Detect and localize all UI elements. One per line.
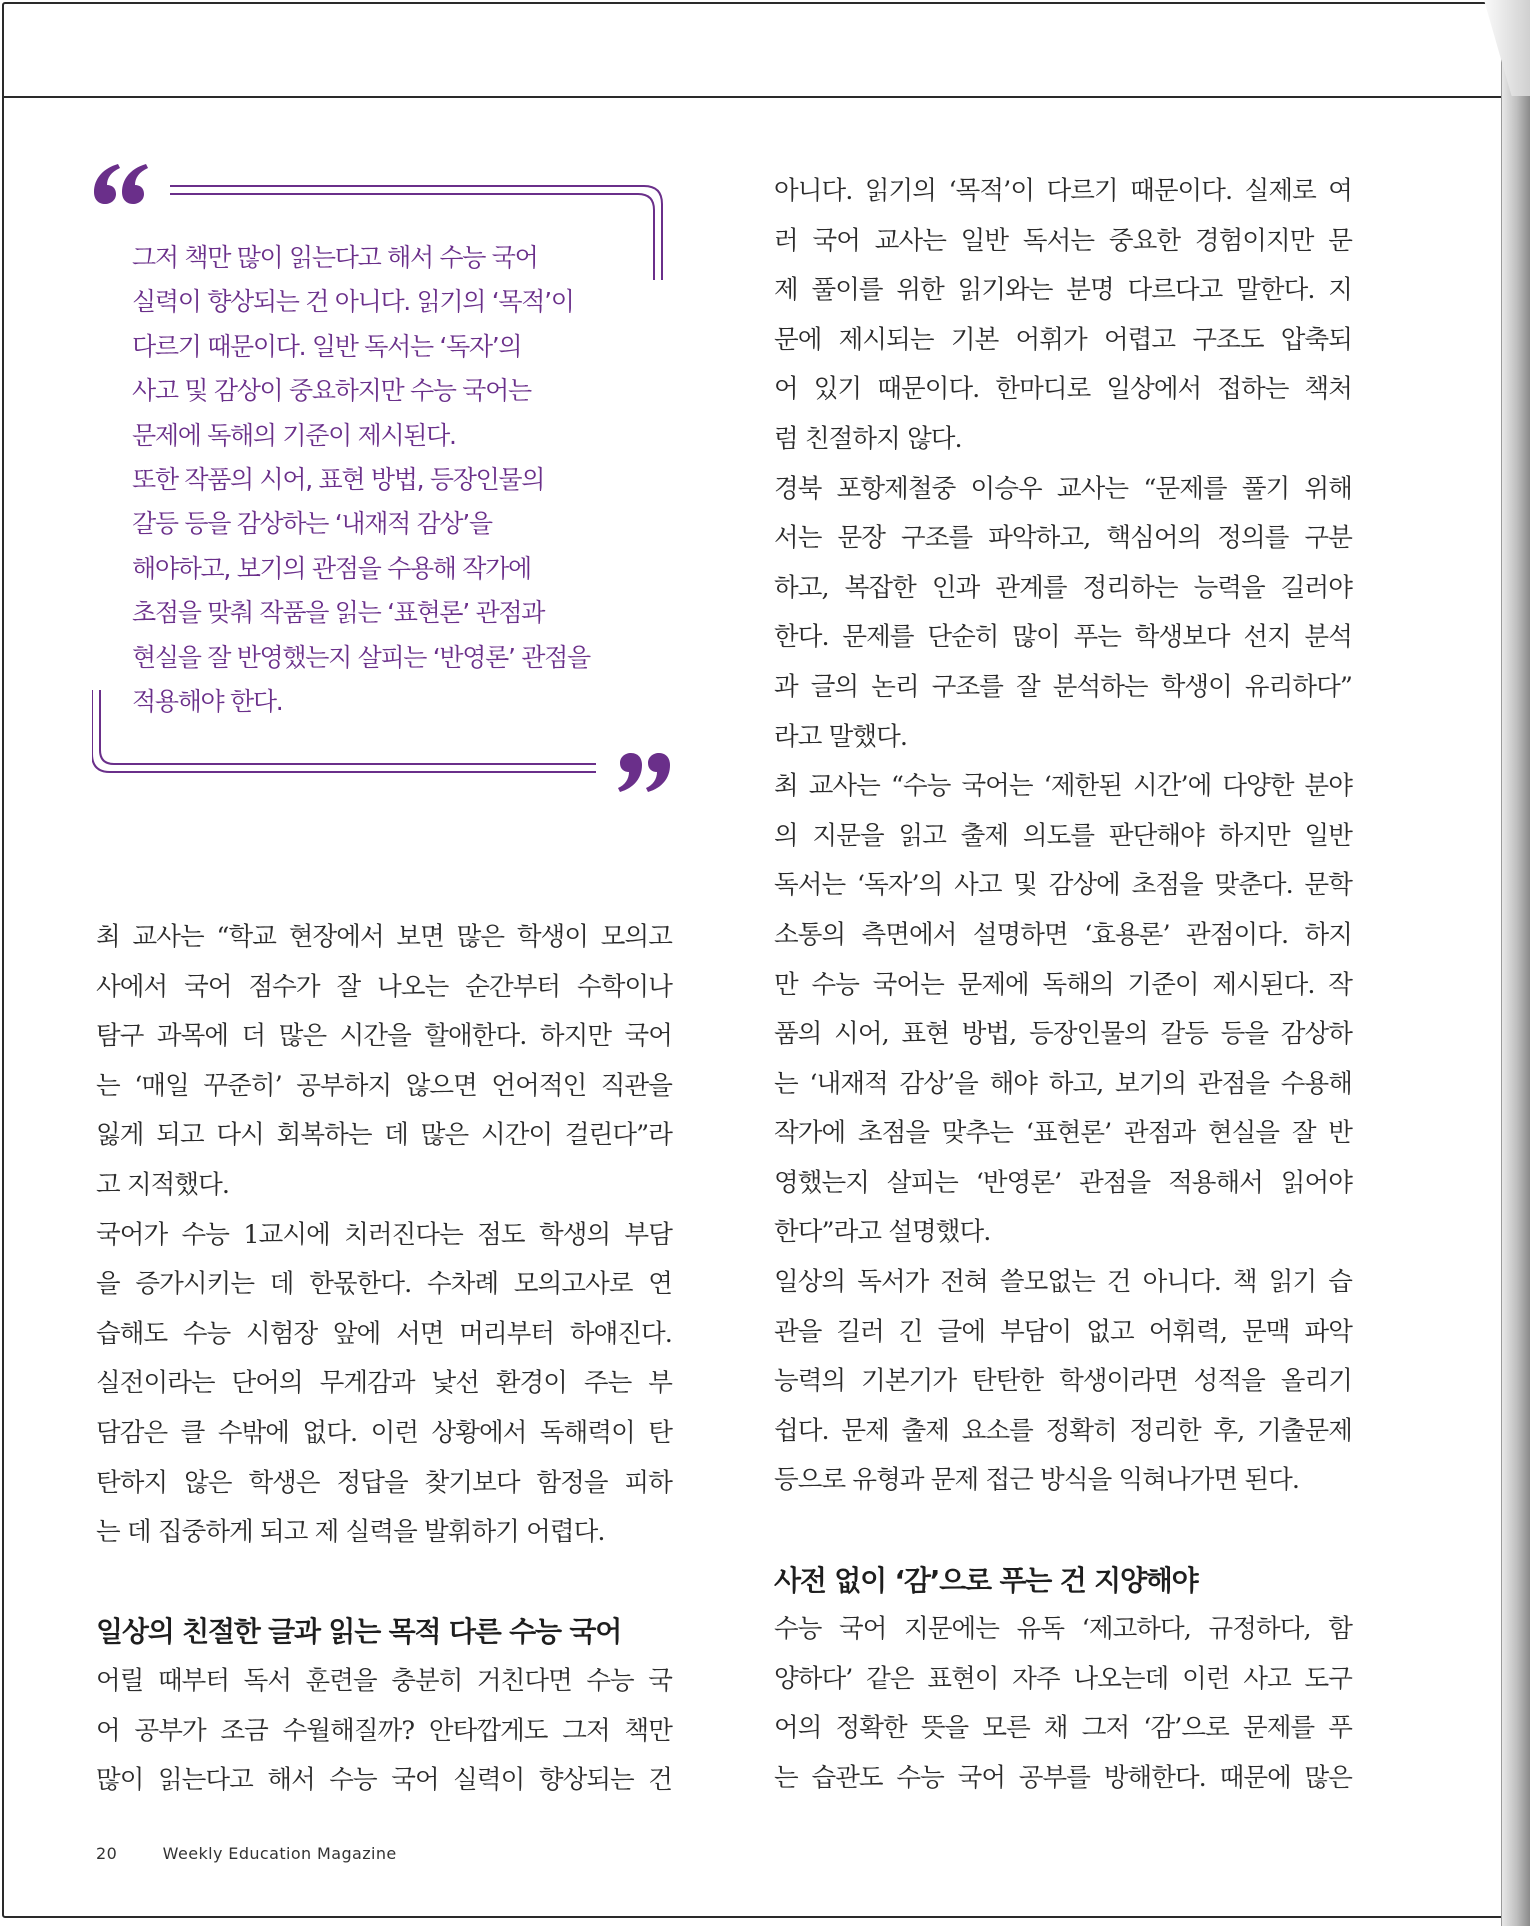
body-line: 많이 읽는다고 해서 수능 국어 실력이 향상되는 건 [96, 1765, 672, 1796]
body-line: 제 풀이를 위한 읽기와는 분명 다르다고 말한다. 지 [774, 275, 1352, 306]
body-line: 실전이라는 단어의 무게감과 낯선 환경이 주는 부 [96, 1368, 672, 1399]
body-line: 하고, 복잡한 인과 관계를 정리하는 능력을 길러야 [774, 572, 1352, 603]
body-line: 을 증가시키는 데 한몫한다. 수차례 모의고사로 연 [96, 1269, 672, 1300]
body-line: 과 글의 논리 구조를 잘 분석하는 학생이 유리하다” [774, 671, 1352, 702]
quote-line: 다르기 때문이다. 일반 독서는 ‘독자’의 [132, 331, 522, 361]
header-rule [4, 96, 1510, 98]
magazine-name: Weekly Education Magazine [162, 1844, 397, 1863]
body-line: 한다”라고 설명했다. [774, 1217, 991, 1248]
pull-quote-text [132, 236, 652, 724]
body-line: 아니다. 읽기의 ‘목적’이 다르기 때문이다. 실제로 여 [774, 176, 1352, 206]
body-line: 최 교사는 “수능 국어는 ‘제한된 시간’에 다양한 분야 [774, 771, 1352, 802]
body-line: 라고 말했다. [774, 721, 908, 752]
body-line: 한다. 문제를 단순히 많이 푸는 학생보다 선지 분석 [774, 622, 1352, 653]
body-line: 국어가 수능 1교시에 치러진다는 점도 학생의 부담 [96, 1219, 672, 1250]
body-line: 는 ‘매일 꾸준히’ 공부하지 않으면 언어적인 직관을 [96, 1070, 672, 1101]
body-line: 사에서 국어 점수가 잘 나오는 순간부터 수학이나 [96, 971, 672, 1002]
body-line: 최 교사는 “학교 현장에서 보면 많은 학생이 모의고 [96, 922, 672, 952]
spacer [774, 1506, 1352, 1556]
body-line: 독서는 ‘독자’의 사고 및 감상에 초점을 맞춘다. 문학 [774, 870, 1352, 901]
page-curl-edge [1501, 0, 1530, 1926]
body-line: 럼 친절하지 않다. [774, 423, 962, 454]
body-line: 어릴 때부터 독서 훈련을 충분히 거친다면 수능 국 [96, 1665, 672, 1696]
body-line: 만 수능 국어는 문제에 독해의 기준이 제시된다. 작 [774, 969, 1352, 1000]
quote-line: 그저 책만 많이 읽는다고 해서 수능 국어 [132, 243, 538, 272]
body-line: 탐구 과목에 더 많은 시간을 할애한다. 하지만 국어 [96, 1021, 672, 1052]
quote-line: 문제에 독해의 기준이 제시된다. [132, 420, 456, 450]
body-line: 어 공부가 조금 수월해질까? 안타깝게도 그저 책만 [96, 1715, 672, 1746]
body-line: 작가에 초점을 맞추는 ‘표현론’ 관점과 현실을 잘 반 [774, 1118, 1352, 1149]
quote-line: 갈등 등을 감상하는 ‘내재적 감상’을 [132, 509, 492, 539]
body-line: 능력의 기본기가 탄탄한 학생이라면 성적을 올리기 [774, 1366, 1352, 1397]
right-column [774, 167, 1352, 1804]
body-line: 어 있기 때문이다. 한마디로 일상에서 접하는 책처 [774, 374, 1352, 405]
body-line: 영했는지 살피는 ‘반영론’ 관점을 적용해서 읽어야 [774, 1167, 1352, 1198]
body-line: 일상의 독서가 전혀 쓸모없는 건 아니다. 책 읽기 습 [774, 1267, 1352, 1298]
body-line: 관을 길러 긴 글에 부담이 없고 어휘력, 문맥 파악 [774, 1316, 1352, 1347]
body-line: 는 습관도 수능 국어 공부를 방해한다. 때문에 많은 [774, 1763, 1352, 1793]
body-line: 문에 제시되는 기본 어휘가 어렵고 구조도 압축되 [774, 324, 1352, 355]
body-line: 품의 시어, 표현 방법, 등장인물의 갈등 등을 감상하 [774, 1019, 1352, 1050]
body-line: 어의 정확한 뜻을 모른 채 그저 ‘감’으로 문제를 푸 [774, 1713, 1352, 1744]
quote-line: 또한 작품의 시어, 표현 방법, 등장인물의 [132, 465, 545, 495]
quote-line: 현실을 잘 반영했는지 살피는 ‘반영론’ 관점을 [132, 642, 590, 672]
body-line: 는 데 집중하게 되고 제 실력을 발휘하기 어렵다. [96, 1517, 605, 1548]
body-line: 의 지문을 읽고 출제 의도를 판단해야 하지만 일반 [774, 820, 1352, 851]
section-heading: 사전 없이 ‘감’으로 푸는 건 지양해야 [774, 1563, 1198, 1597]
close-quote-icon [616, 752, 672, 796]
body-line: 고 지적했다. [96, 1169, 230, 1200]
body-line: 소통의 측면에서 설명하면 ‘효용론’ 관점이다. 하지 [774, 919, 1352, 950]
page-footer [96, 1844, 397, 1863]
body-line: 습해도 수능 시험장 앞에 서면 머리부터 하얘진다. [96, 1318, 672, 1349]
quote-line: 실력이 향상되는 건 아니다. 읽기의 ‘목적’이 [132, 287, 574, 317]
open-quote-icon [92, 160, 152, 208]
page-number: 20 [96, 1844, 118, 1863]
body-line: 등으로 유형과 문제 접근 방식을 익혀나가면 된다. [774, 1465, 1300, 1496]
quote-line: 사고 및 감상이 중요하지만 수능 국어는 [132, 376, 531, 406]
pull-quote [92, 160, 674, 796]
body-line: 는 ‘내재적 감상’을 해야 하고, 보기의 관점을 수용해 [774, 1068, 1352, 1099]
body-line: 쉽다. 문제 출제 요소를 정확히 정리한 후, 기출문제 [774, 1415, 1352, 1446]
body-line: 탄하지 않은 학생은 정답을 찾기보다 함정을 피하 [96, 1467, 672, 1498]
body-line: 러 국어 교사는 일반 독서는 중요한 경험이지만 문 [774, 225, 1352, 256]
body-line: 경북 포항제철중 이승우 교사는 “문제를 풀기 위해 [774, 473, 1352, 504]
body-line: 양하다’ 같은 표현이 자주 나오는데 이런 사고 도구 [774, 1663, 1352, 1694]
spacer [96, 1558, 672, 1608]
body-line: 담감은 클 수밖에 없다. 이런 상황에서 독해력이 탄 [96, 1417, 672, 1448]
body-line: 수능 국어 지문에는 유독 ‘제고하다, 규정하다, 함 [774, 1614, 1352, 1645]
body-line: 서는 문장 구조를 파악하고, 핵심어의 정의를 구분 [774, 523, 1352, 554]
section-heading: 일상의 친절한 글과 읽는 목적 다른 수능 국어 [96, 1615, 622, 1649]
body-line: 잃게 되고 다시 회복하는 데 많은 시간이 걸린다”라 [96, 1120, 672, 1151]
left-column [96, 913, 672, 1806]
quote-line: 해야하고, 보기의 관점을 수용해 작가에 [132, 553, 531, 583]
quote-line: 초점을 맞춰 작품을 읽는 ‘표현론’ 관점과 [132, 598, 545, 628]
quote-line: 적용해야 한다. [132, 687, 283, 717]
